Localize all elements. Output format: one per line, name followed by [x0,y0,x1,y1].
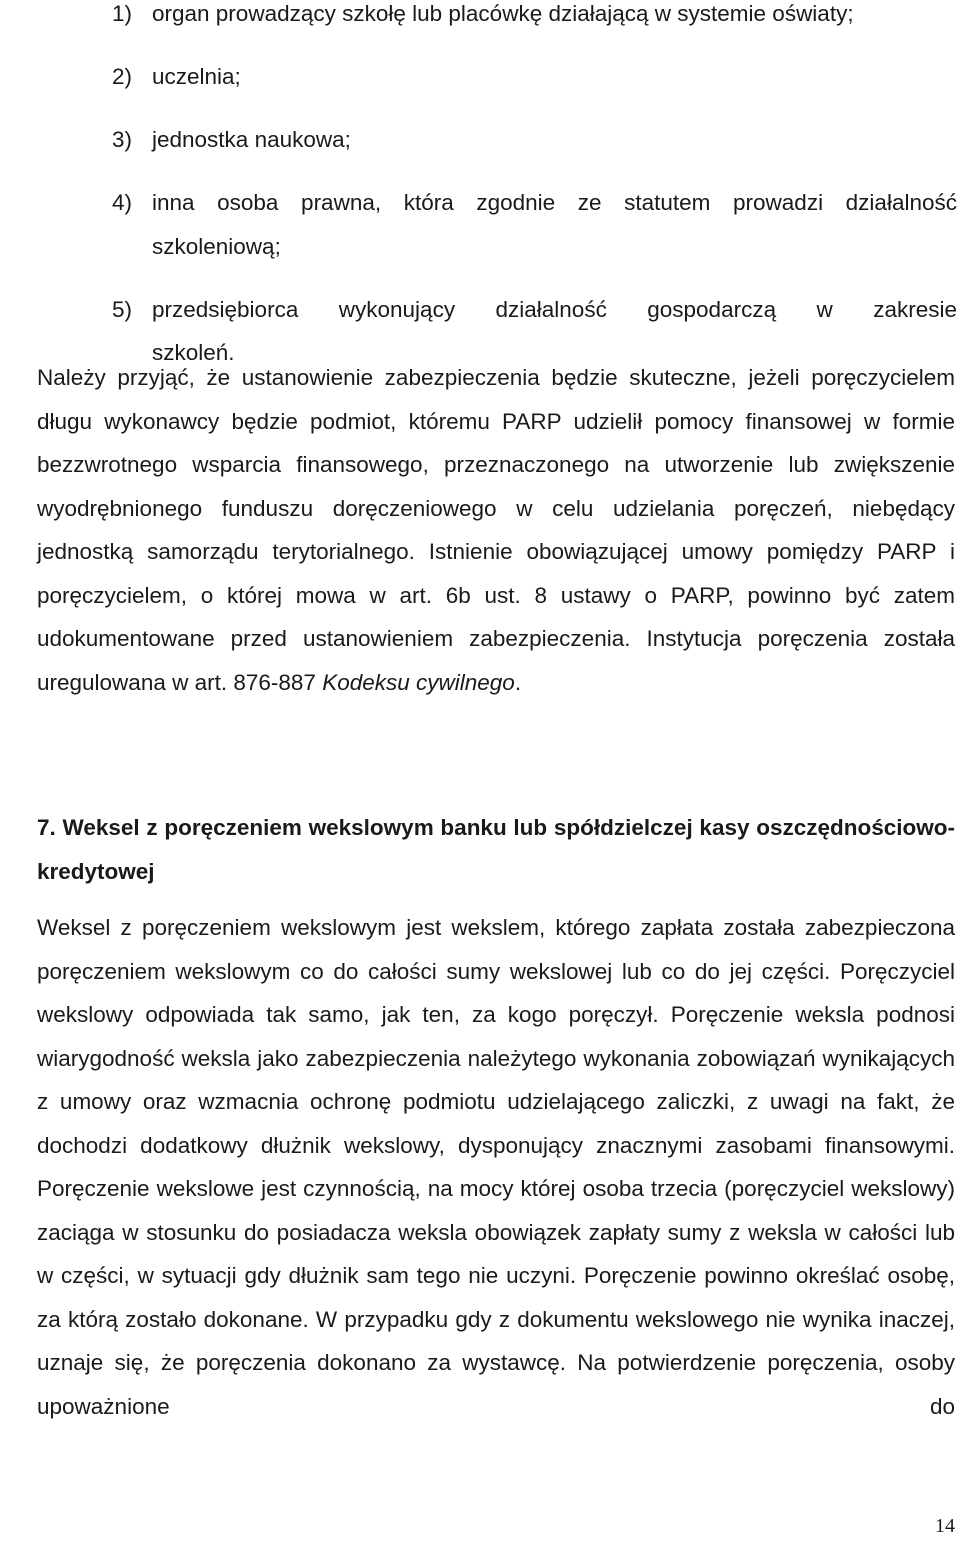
list-item-continuation: szkoleniową; [152,233,281,259]
paragraph-guarantee-parp [37,356,955,704]
section-heading: 7. Weksel z poręczeniem wekslowym banku lub spółdzielczej kasy oszczędnościowo-kredytowej [37,815,955,884]
paragraph-text-end: . [514,669,522,695]
paragraph-text: Należy przyjąć, że ustanowienie zabezpieczenia będzie skuteczne, jeżeli poręczycielem długu wykonawcy będzie podmiot, któremu PARP udzielił pomocy finansowej w formie bezzwrotnego wsparcia finansowego, przeznaczonego na utworzenie lub zwiększenie wyodrębnionego funduszu doręczeniowego w celu udzielania poręczeń, niebędący jednostką samorządu terytorialnego. Istnienie obowiązującej umowy pomiędzy PARP i poręczycielem, o której mowa w art. 6b ust. 8 ustawy o PARP, powinno być zatem udokumentowane przed ustanowieniem zabezpieczenia. Instytucja poręczenia została uregulowana w art. 876-887 [37,365,955,695]
list-item-continuation: szkoleń. [152,340,235,365]
civil-code-reference: Kodeksu cywilnego [322,669,515,695]
list-item-number: 2) [112,64,133,89]
list-item-text: przedsiębiorca wykonujący działalność gospodarczą w zakresie [152,296,957,322]
list-item [112,181,957,268]
list-item [112,0,957,36]
list-item-text: inna osoba prawna, która zgodnie ze statutem prowadzi działalność [152,190,957,215]
list-item [112,55,957,99]
list-item-text: organ prowadzący szkołę lub placówkę działającą w systemie oświaty; [152,1,854,26]
list-item-text: uczelnia; [152,64,241,89]
entity-list [112,0,957,394]
list-item-number: 4) [112,190,133,215]
list-item [112,118,957,162]
list-item-number: 1) [112,1,133,26]
list-item-number: 3) [112,127,133,152]
page-number: 14 [935,1515,955,1537]
paragraph-bill-of-exchange: Weksel z poręczeniem wekslowym jest wekslem, którego zapłata została zabezpieczona poręczeniem wekslowym co do całości sumy wekslowej lub co do jej części. Poręczyciel wekslowy odpowiada tak samo, jak ten, za kogo poręczył. Poręczenie weksla podnosi wiarygodność weksla jako zabezpieczenia należytego wykonania zobowiązań wynikających z umowy oraz wzmacnia ochronę podmiotu udzielającego zaliczki, z uwagi na fakt, że dochodzi dodatkowy dłużnik wekslowy, dysponujący znacznymi zasobami finansowymi. Poręczenie wekslowe jest czynnością, na mocy której osoba trzecia (poręczyciel wekslowy) zaciąga w stosunku do posiadacza weksla obowiązek zapłaty sumy z weksla w całości lub w części, w sytuacji gdy dłużnik sam tego nie uczyni. Poręczenie powinno określać osobę, za którą zostało dokonane. W przypadku gdy z dokumentu wekslowego nie wynika inaczej, uznaje się, że poręczenia dokonano za wystawcę. Na potwierdzenie poręczenia, osoby upoważnione do [37,915,955,1419]
list-item-number: 5) [112,296,133,322]
list-item-text: jednostka naukowa; [152,127,351,152]
